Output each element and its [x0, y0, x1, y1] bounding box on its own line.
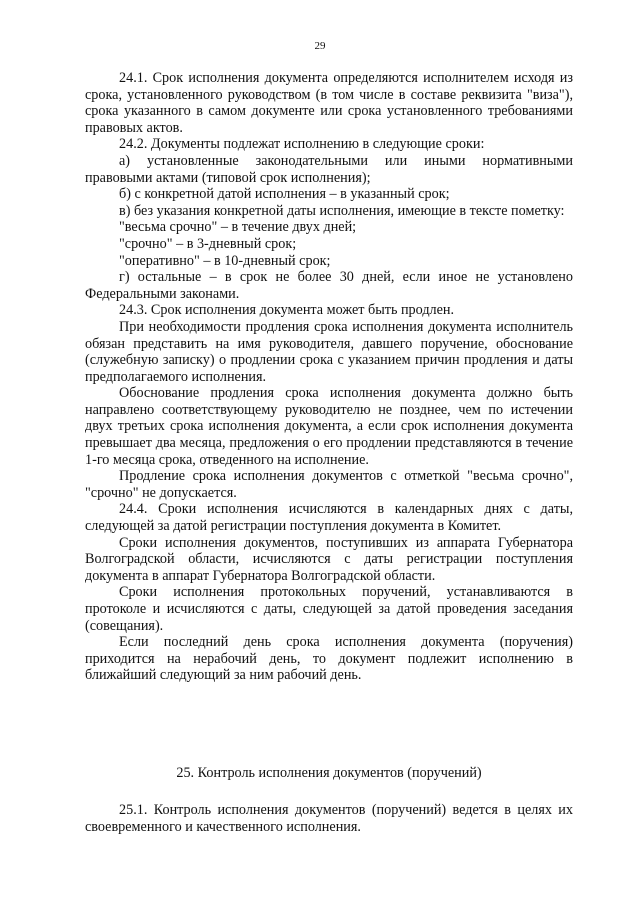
- paragraph: Сроки исполнения документов, поступивших из аппарата Губернатора Волгоградской области, исчисляются с даты регистрации поступления документа в аппарат Губернатора Волгоградской области.: [85, 534, 573, 584]
- paragraph: Сроки исполнения протокольных поручений, устанавливаются в протоколе и исчисляются с даты, следующей за датой проведения заседания (совещания).: [85, 584, 573, 634]
- paragraph: "весьма срочно" – в течение двух дней;: [119, 219, 357, 236]
- section-heading: 25. Контроль исполнения документов (поручений): [176, 765, 482, 781]
- paragraph: 25.1. Контроль исполнения документов (поручений) ведется в целях их своевременного и качественного исполнения.: [85, 802, 573, 835]
- paragraph: 24.3. Срок исполнения документа может быть продлен.: [119, 302, 455, 319]
- paragraph: г) остальные – в срок не более 30 дней, если иное не установлено Федеральными законами.: [85, 269, 573, 302]
- body-text: [85, 70, 573, 684]
- paragraph: Продление срока исполнения документов с отметкой "весьма срочно", "срочно" не допускается.: [85, 468, 573, 501]
- paragraph: б) с конкретной датой исполнения – в указанный срок;: [119, 186, 450, 203]
- paragraph: Если последний день срока исполнения документа (поручения) приходится на нерабочий день, то документ подлежит исполнению в ближайший следующий за ним рабочий день.: [85, 634, 573, 684]
- paragraph: "срочно" – в 3-дневный срок;: [119, 235, 297, 252]
- paragraph: 24.1. Срок исполнения документа определяются исполнителем исходя из срока, установленного руководством (в том числе в составе реквизита "виза"), срока указанного в самом документе или срока установленного требованиями правовых актов.: [85, 70, 573, 136]
- paragraph: "оперативно" – в 10-дневный срок;: [119, 252, 331, 269]
- paragraph: Обоснование продления срока исполнения документа должно быть направлено соответствующему руководителю не позднее, чем по истечении двух третьих срока исполнения документа, а если срок исполнения документа превышает два месяца, предложения о его продлении представляются в течение 1-го месяца срока, отведенного на исполнение.: [85, 385, 573, 468]
- section-text: [85, 802, 573, 835]
- paragraph: а) установленные законодательными или иными нормативными правовыми актами (типовой срок исполнения);: [85, 152, 573, 186]
- page-number: 29: [314, 40, 326, 52]
- paragraph: 24.2. Документы подлежат исполнению в следующие сроки:: [119, 136, 485, 153]
- paragraph: в) без указания конкретной даты исполнения, имеющие в тексте пометку:: [119, 202, 565, 219]
- paragraph: 24.4. Сроки исполнения исчисляются в календарных днях с даты, следующей за датой регистрации поступления документа в Комитет.: [85, 501, 573, 535]
- paragraph: При необходимости продления срока исполнения документа исполнитель обязан представить на имя руководителя, давшего поручение, обоснование (служебную записку) о продлении срока с указанием причин продления и даты предполагаемого исполнения.: [85, 318, 573, 385]
